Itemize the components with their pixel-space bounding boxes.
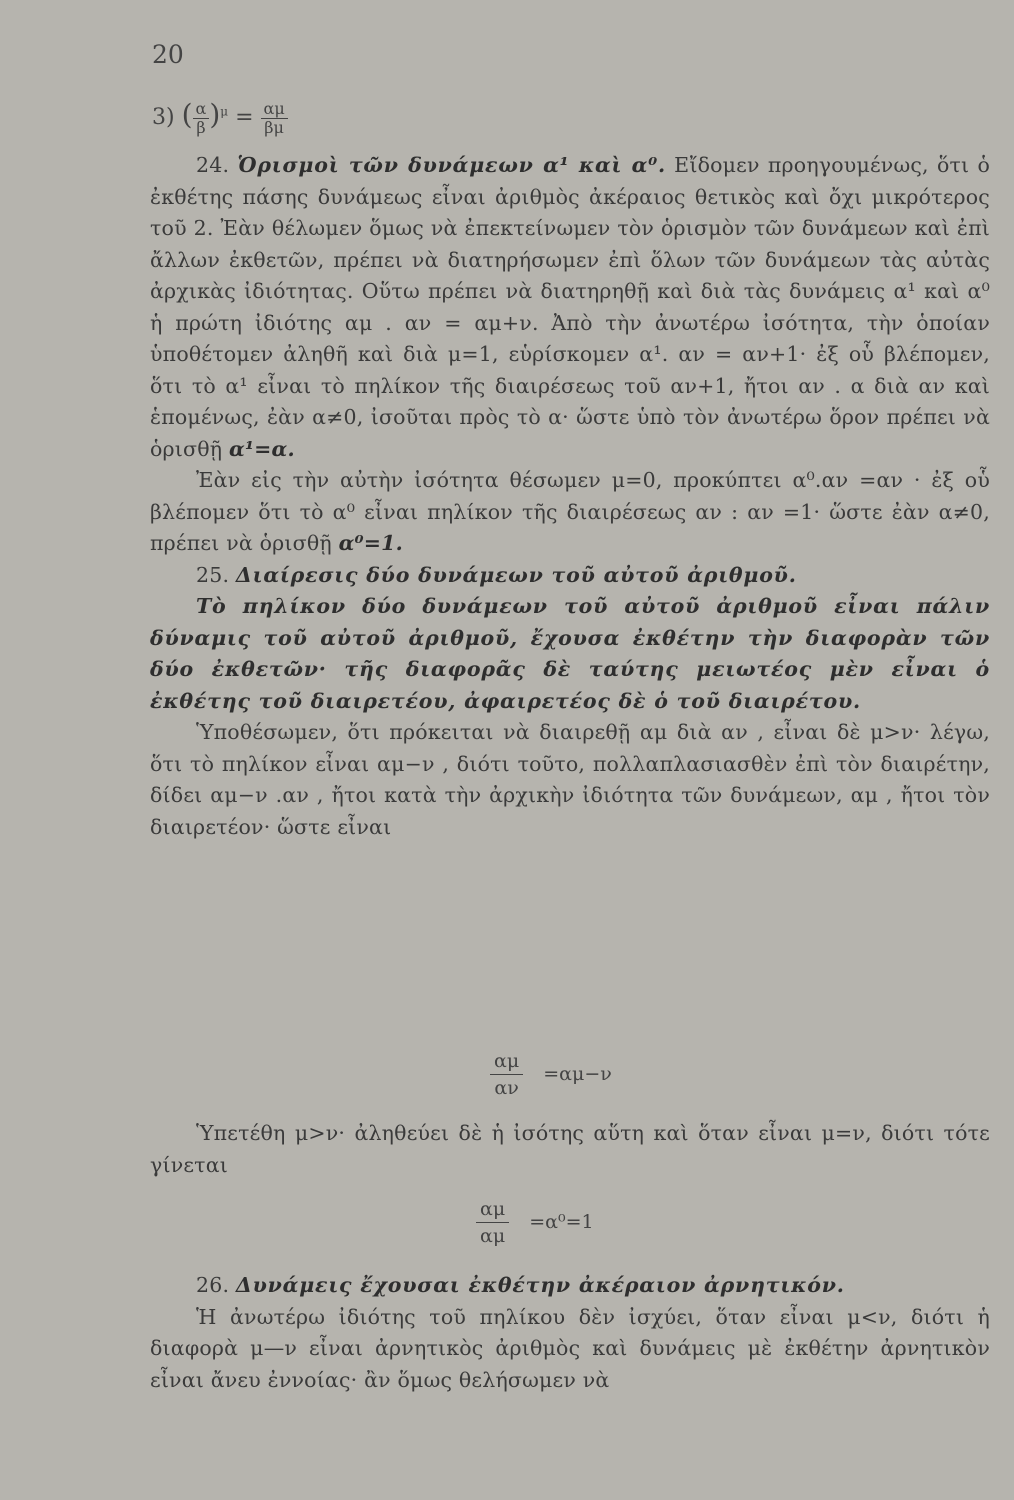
section-24-body-2: Ἐὰν εἰς τὴν αὐτὴν ἰσότητα θέσωμεν μ=0, προκύπτει α⁰.αν =αν · ἐξ οὗ βλέπομεν ὅτι τὸ α⁰ εἶναι πηλίκον τῆς διαιρέσεως αν : αν =1· ὥστε ἐὰν α≠0, πρέπει νὰ ὁρισθῇ xyxy=(150,468,990,555)
eq2-rhs: =α⁰=1 xyxy=(529,1210,594,1233)
eq1-denominator: αν xyxy=(494,1077,519,1099)
section-25-note-text: Ὑπετέθη μ>ν· ἀληθεύει δὲ ἡ ἰσότης αὕτη καὶ ὅταν εἶναι μ=ν, διότι τότε γίνεται xyxy=(150,1121,990,1177)
definition-a0: α⁰=1. xyxy=(338,531,403,555)
section-25-note xyxy=(150,1118,990,1181)
page-number: 20 xyxy=(152,40,184,69)
section-25-title: Διαίρεσις δύο δυνάμεων τοῦ αὐτοῦ ἀριθμοῦ. xyxy=(235,562,797,587)
section-24-body: Εἴδομεν προηγουμένως, ὅτι ὁ ἐκθέτης πάσης δυνάμεως εἶναι ἀριθμὸς ἀκέραιος θετικὸς καὶ ὄχι μικρότερος τοῦ 2. Ἐὰν θέλωμεν ὅμως νὰ ἐπεκτείνωμεν τὸν ὁρισμὸν τῶν δυνάμεων καὶ ἐπὶ ἄλλων ἐκθετῶν, πρέπει νὰ διατηρήσωμεν ἐπὶ ὅλων τῶν δυνάμεων τὰς αὐτὰς ἀρχικὰς ἰδιότητας. Οὕτω πρέπει νὰ διατηρηθῇ καὶ διὰ τὰς δυνάμεις α¹ καὶ α⁰ ἡ πρώτη ἰδιότης αμ . αν = αμ+ν. Ἀπὸ τὴν ἀνωτέρω ἰσότητα, τὴν ὁποίαν ὑποθέτομεν ἀληθῆ καὶ διὰ μ=1, εὑρίσκομεν α¹. αν = αν+1· ἐξ οὗ βλέπομεν, ὅτι τὸ α¹ εἶναι τὸ πηλίκον τῆς διαιρέσεως τοῦ αν+1, ἤτοι αν . α διὰ αν καὶ ἑπομένως, ἐὰν α≠0, ἰσοῦται πρὸς τὸ α· ὥστε ὑπὸ τὸν ἀνωτέρω ὅρον πρέπει νὰ ὁρισθῇ xyxy=(150,153,990,461)
eq1-rhs: =αμ−ν xyxy=(543,1062,612,1085)
section-26 xyxy=(150,1270,990,1396)
formula-lhs-exp: μ xyxy=(220,104,229,119)
section-25-rule: Τὸ πηλίκον δύο δυνάμεων τοῦ αὐτοῦ ἀριθμοῦ εἶναι πάλιν δύναμις τοῦ αὐτοῦ ἀριθμοῦ, ἔχουσα ἐκθέτην τὴν διαφορὰν τῶν δύο ἐκθετῶν· τῆς διαφορᾶς δὲ ταύτης μειωτέος μὲν εἶναι ὁ ἐκθέτης τοῦ διαιρετέου, ἀφαιρετέος δὲ ὁ τοῦ διαιρέτου. xyxy=(150,594,990,713)
eq2-denominator: αμ xyxy=(480,1225,506,1247)
section-26-body: Ἡ ἀνωτέρω ἰδιότης τοῦ πηλίκου δὲν ἰσχύει, ὅταν εἶναι μ<ν, διότι ἡ διαφορὰ μ—ν εἶναι ἀρνητικὸς ἀριθμὸς καὶ δυνάμεις μὲ ἐκθέτην ἀρνητικὸν εἶναι ἄνευ ἐννοίας· ἂν ὅμως θελήσωμεν νὰ xyxy=(150,1304,990,1392)
formula-lhs-num: α xyxy=(193,100,210,119)
section-24-number: 24. xyxy=(196,153,230,177)
equation-equal-exponents xyxy=(476,1196,594,1249)
eq1-numerator: αμ xyxy=(490,1048,523,1075)
formula-lhs-den: β xyxy=(196,117,206,137)
section-26-title: Δυνάμεις ἔχουσαι ἐκθέτην ἀκέραιον ἀρνητικόν. xyxy=(235,1273,845,1297)
formula-equals: = xyxy=(235,105,254,130)
section-25-number: 25. xyxy=(196,562,230,587)
section-24-title: Ὁρισμοὶ τῶν δυνάμεων α¹ καὶ α⁰. xyxy=(237,153,666,177)
section-25-body: Ὑποθέσωμεν, ὅτι πρόκειται νὰ διαιρεθῇ αμ διὰ αν , εἶναι δὲ μ>ν· λέγω, ὅτι τὸ πηλίκον εἶναι αμ−ν , διότι τοῦτο, πολλαπλασιασθὲν ἐπὶ τὸν διαιρέτην, δίδει αμ−ν .αν , ἤτοι κατὰ τὴν ἀρχικὴν ἰδιότητα τῶν δυνάμεων, αμ , ἤτοι τὸν διαιρετέον· ὥστε εἶναι xyxy=(150,720,990,839)
section-24 xyxy=(150,150,990,843)
equation-division xyxy=(490,1048,612,1101)
formula-rhs-num: αμ xyxy=(261,100,288,119)
formula-rhs-den: βμ xyxy=(264,117,284,137)
section-26-number: 26. xyxy=(196,1273,230,1297)
formula-label: 3) xyxy=(152,105,175,130)
eq2-numerator: αμ xyxy=(476,1196,509,1223)
formula-3: 3) ( $\frac{\alpha}{\beta}$ )$^\mu$ = $\frac{\alpha\mu}{\beta\mu}$ xyxy=(152,98,288,137)
definition-a1: α¹=α. xyxy=(228,436,295,461)
